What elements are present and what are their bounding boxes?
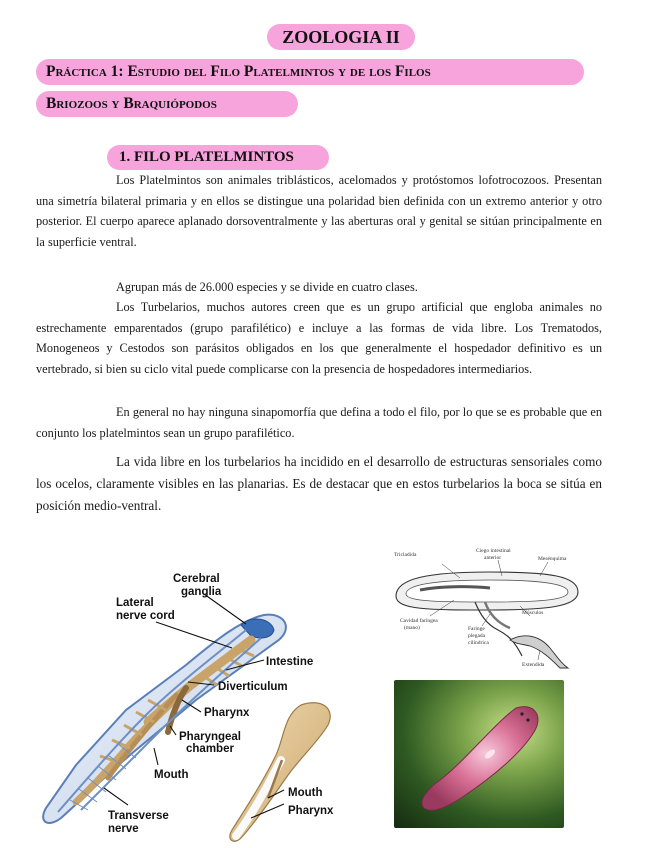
label-intestine: Intestine bbox=[266, 656, 314, 668]
label-lateral-nerve-cord-2: nerve cord bbox=[116, 610, 175, 622]
label-mouth: Mouth bbox=[154, 769, 189, 781]
label-pharynx: Pharynx bbox=[204, 707, 250, 719]
label-musculos: Músculos bbox=[522, 610, 544, 616]
section-title: 1. FILO PLATELMINTOS bbox=[107, 145, 329, 170]
label-cerebral-ganglia-2: ganglia bbox=[181, 586, 222, 598]
label-pharynx-2: Pharynx bbox=[288, 805, 334, 817]
label-cavidad-2: (mano) bbox=[404, 625, 420, 631]
paragraph-species: Agrupan más de 26.000 especies y se divide en cuatro clases. bbox=[116, 280, 418, 294]
label-mesenquima: Mesénquima bbox=[538, 556, 567, 562]
label-ciego-1: Ciego intestinal bbox=[476, 548, 511, 554]
label-transverse-nerve-1: Transverse bbox=[108, 810, 169, 822]
practice-number: Práctica 1: bbox=[46, 63, 124, 80]
paragraph-intro: Los Platelmintos son animales triblásticos, acelomados y protóstomos lofotrocozoos. Presentan una simetría bilateral primaria y en ellos se distingue una polaridad bien definida con un extremo anterior y otro posterior. El cuerpo aparece aplanado dorsoventralmente y las aberturas oral y genital se sitúan principalmente en la superficie ventral. bbox=[36, 173, 602, 249]
practice-title-line-1 bbox=[36, 59, 584, 85]
main-title: ZOOLOGIA II bbox=[267, 24, 415, 50]
planarian-worm bbox=[422, 707, 538, 811]
planarian-photo bbox=[394, 680, 564, 828]
label-faringe-3: cilíndrica bbox=[468, 640, 489, 646]
paragraph-turbelarios: Los Turbelarios, muchos autores creen que es un grupo artificial que engloba animales no estrechamente emparentados (grupo parafilético) e incluye a las formas de vida libre. Los Trematodos, Monogeneos y Cestodos son parásitos obligados en los que generalmente el hospedador definitivo es un vertebrado, si bien su ciclo vital puede complicarse con la presencia de hospedadores intermediarios. bbox=[36, 300, 602, 376]
practice-title-line-2: Briozoos y Braquiópodos bbox=[36, 91, 298, 117]
label-mouth-2: Mouth bbox=[288, 787, 323, 799]
tricladida-section-diagram bbox=[390, 544, 585, 670]
practice-title-text: Estudio del Filo Platelmintos y de los Filos bbox=[127, 63, 431, 80]
label-faringe-2: plegada bbox=[468, 633, 486, 639]
label-cavidad-1: Cavidad faríngea bbox=[400, 618, 438, 624]
label-pharyngeal-chamber-2: chamber bbox=[186, 743, 234, 755]
label-transverse-nerve-2: nerve bbox=[108, 823, 139, 835]
planarian-anatomy-figure bbox=[36, 560, 371, 848]
label-extendida: Extendida bbox=[522, 662, 545, 668]
paragraph-vida-libre: La vida libre en los turbelarios ha incidido en el desarrollo de estructuras sensoriales como los ocelos, claramente visibles en las planarias. Es de destacar que en estos turbelarios la boca se sitúa en posición medio-ventral. bbox=[36, 454, 602, 513]
label-tricladida: Tricladida bbox=[394, 552, 417, 558]
label-pharyngeal-chamber-1: Pharyngeal bbox=[179, 731, 241, 743]
label-lateral-nerve-cord-1: Lateral bbox=[116, 597, 154, 609]
paragraph-parafiletico: En general no hay ninguna sinapomorfía que defina a todo el filo, por lo que se es probable que en conjunto los platelmintos sean un grupo parafilético. bbox=[36, 405, 602, 440]
label-faringe-1: Faringe bbox=[468, 626, 485, 632]
label-diverticulum: Diverticulum bbox=[218, 681, 288, 693]
label-cerebral-ganglia-1: Cerebral bbox=[173, 573, 220, 585]
label-ciego-2: anterior bbox=[484, 555, 502, 561]
